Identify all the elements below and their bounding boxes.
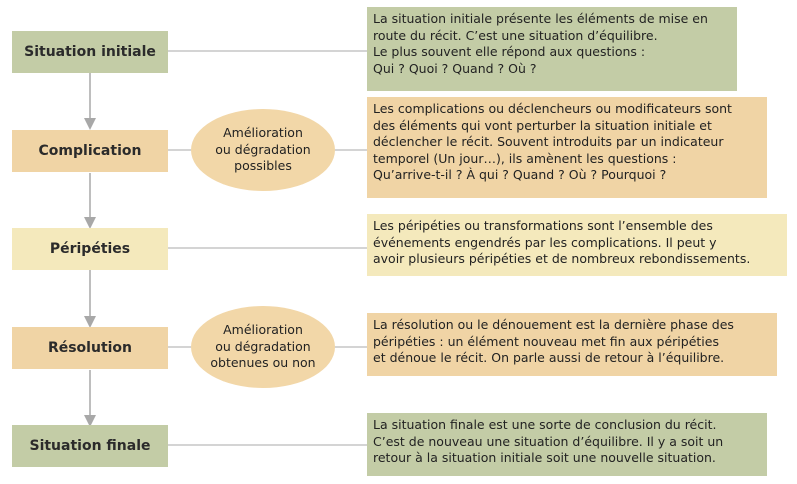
desc-situation-finale <box>367 413 767 476</box>
desc-peripeties <box>367 214 787 276</box>
desc-line: temporel (Un jour…), ils amènent les questions : <box>373 150 677 166</box>
ellipse-line: Amélioration <box>223 125 303 141</box>
desc-line: La résolution ou le dénouement est la dernière phase des <box>373 317 734 332</box>
desc-line: La situation initiale présente les éléments de mise en <box>373 11 708 26</box>
desc-line: événements engendrés par les complications. Il peut y <box>373 234 717 250</box>
desc-line: Les complications ou déclencheurs ou modificateurs sont <box>373 101 732 116</box>
stage-peripeties: Péripéties <box>12 228 168 270</box>
desc-line: des éléments qui vont perturber la situation initiale et <box>373 117 712 133</box>
ellipse-obtenues <box>191 306 335 388</box>
ellipse-line: Amélioration <box>223 322 303 338</box>
ellipse-possibles <box>191 109 335 191</box>
desc-line: Qu’arrive-t-il ? À qui ? Quand ? Où ? Pourquoi ? <box>373 167 667 182</box>
desc-line: déclencher le récit. Souvent introduits par un indicateur <box>373 134 724 149</box>
stage-situation-initiale: Situation initiale <box>12 31 168 73</box>
stage-complication: Complication <box>12 130 168 172</box>
desc-complication <box>367 97 767 198</box>
desc-line: Les péripéties ou transformations sont l’ensemble des <box>373 218 713 233</box>
desc-line: route du récit. C’est une situation d’équilibre. <box>373 27 658 43</box>
stage-situation-finale: Situation finale <box>12 425 168 467</box>
ellipse-line: possibles <box>234 158 292 174</box>
ellipse-line: obtenues ou non <box>210 355 316 371</box>
ellipse-line: ou dégradation <box>215 141 311 157</box>
desc-line: péripéties : un élément nouveau met fin aux péripéties <box>373 333 719 349</box>
desc-line: avoir plusieurs péripéties et de nombreux rebondissements. <box>373 251 751 266</box>
desc-line: La situation finale est une sorte de conclusion du récit. <box>373 417 717 432</box>
stage-resolution: Résolution <box>12 327 168 369</box>
desc-line: et dénoue le récit. On parle aussi de retour à l’équilibre. <box>373 350 725 365</box>
desc-line: retour à la situation initiale soit une nouvelle situation. <box>373 450 716 465</box>
desc-resolution <box>367 313 777 376</box>
ellipse-line: ou dégradation <box>215 338 311 354</box>
desc-line: Le plus souvent elle répond aux questions : <box>373 44 646 59</box>
desc-line: Qui ? Quoi ? Quand ? Où ? <box>373 60 537 76</box>
desc-situation-initiale <box>367 7 737 91</box>
desc-line: C’est de nouveau une situation d’équilibre. Il y a soit un <box>373 433 724 449</box>
